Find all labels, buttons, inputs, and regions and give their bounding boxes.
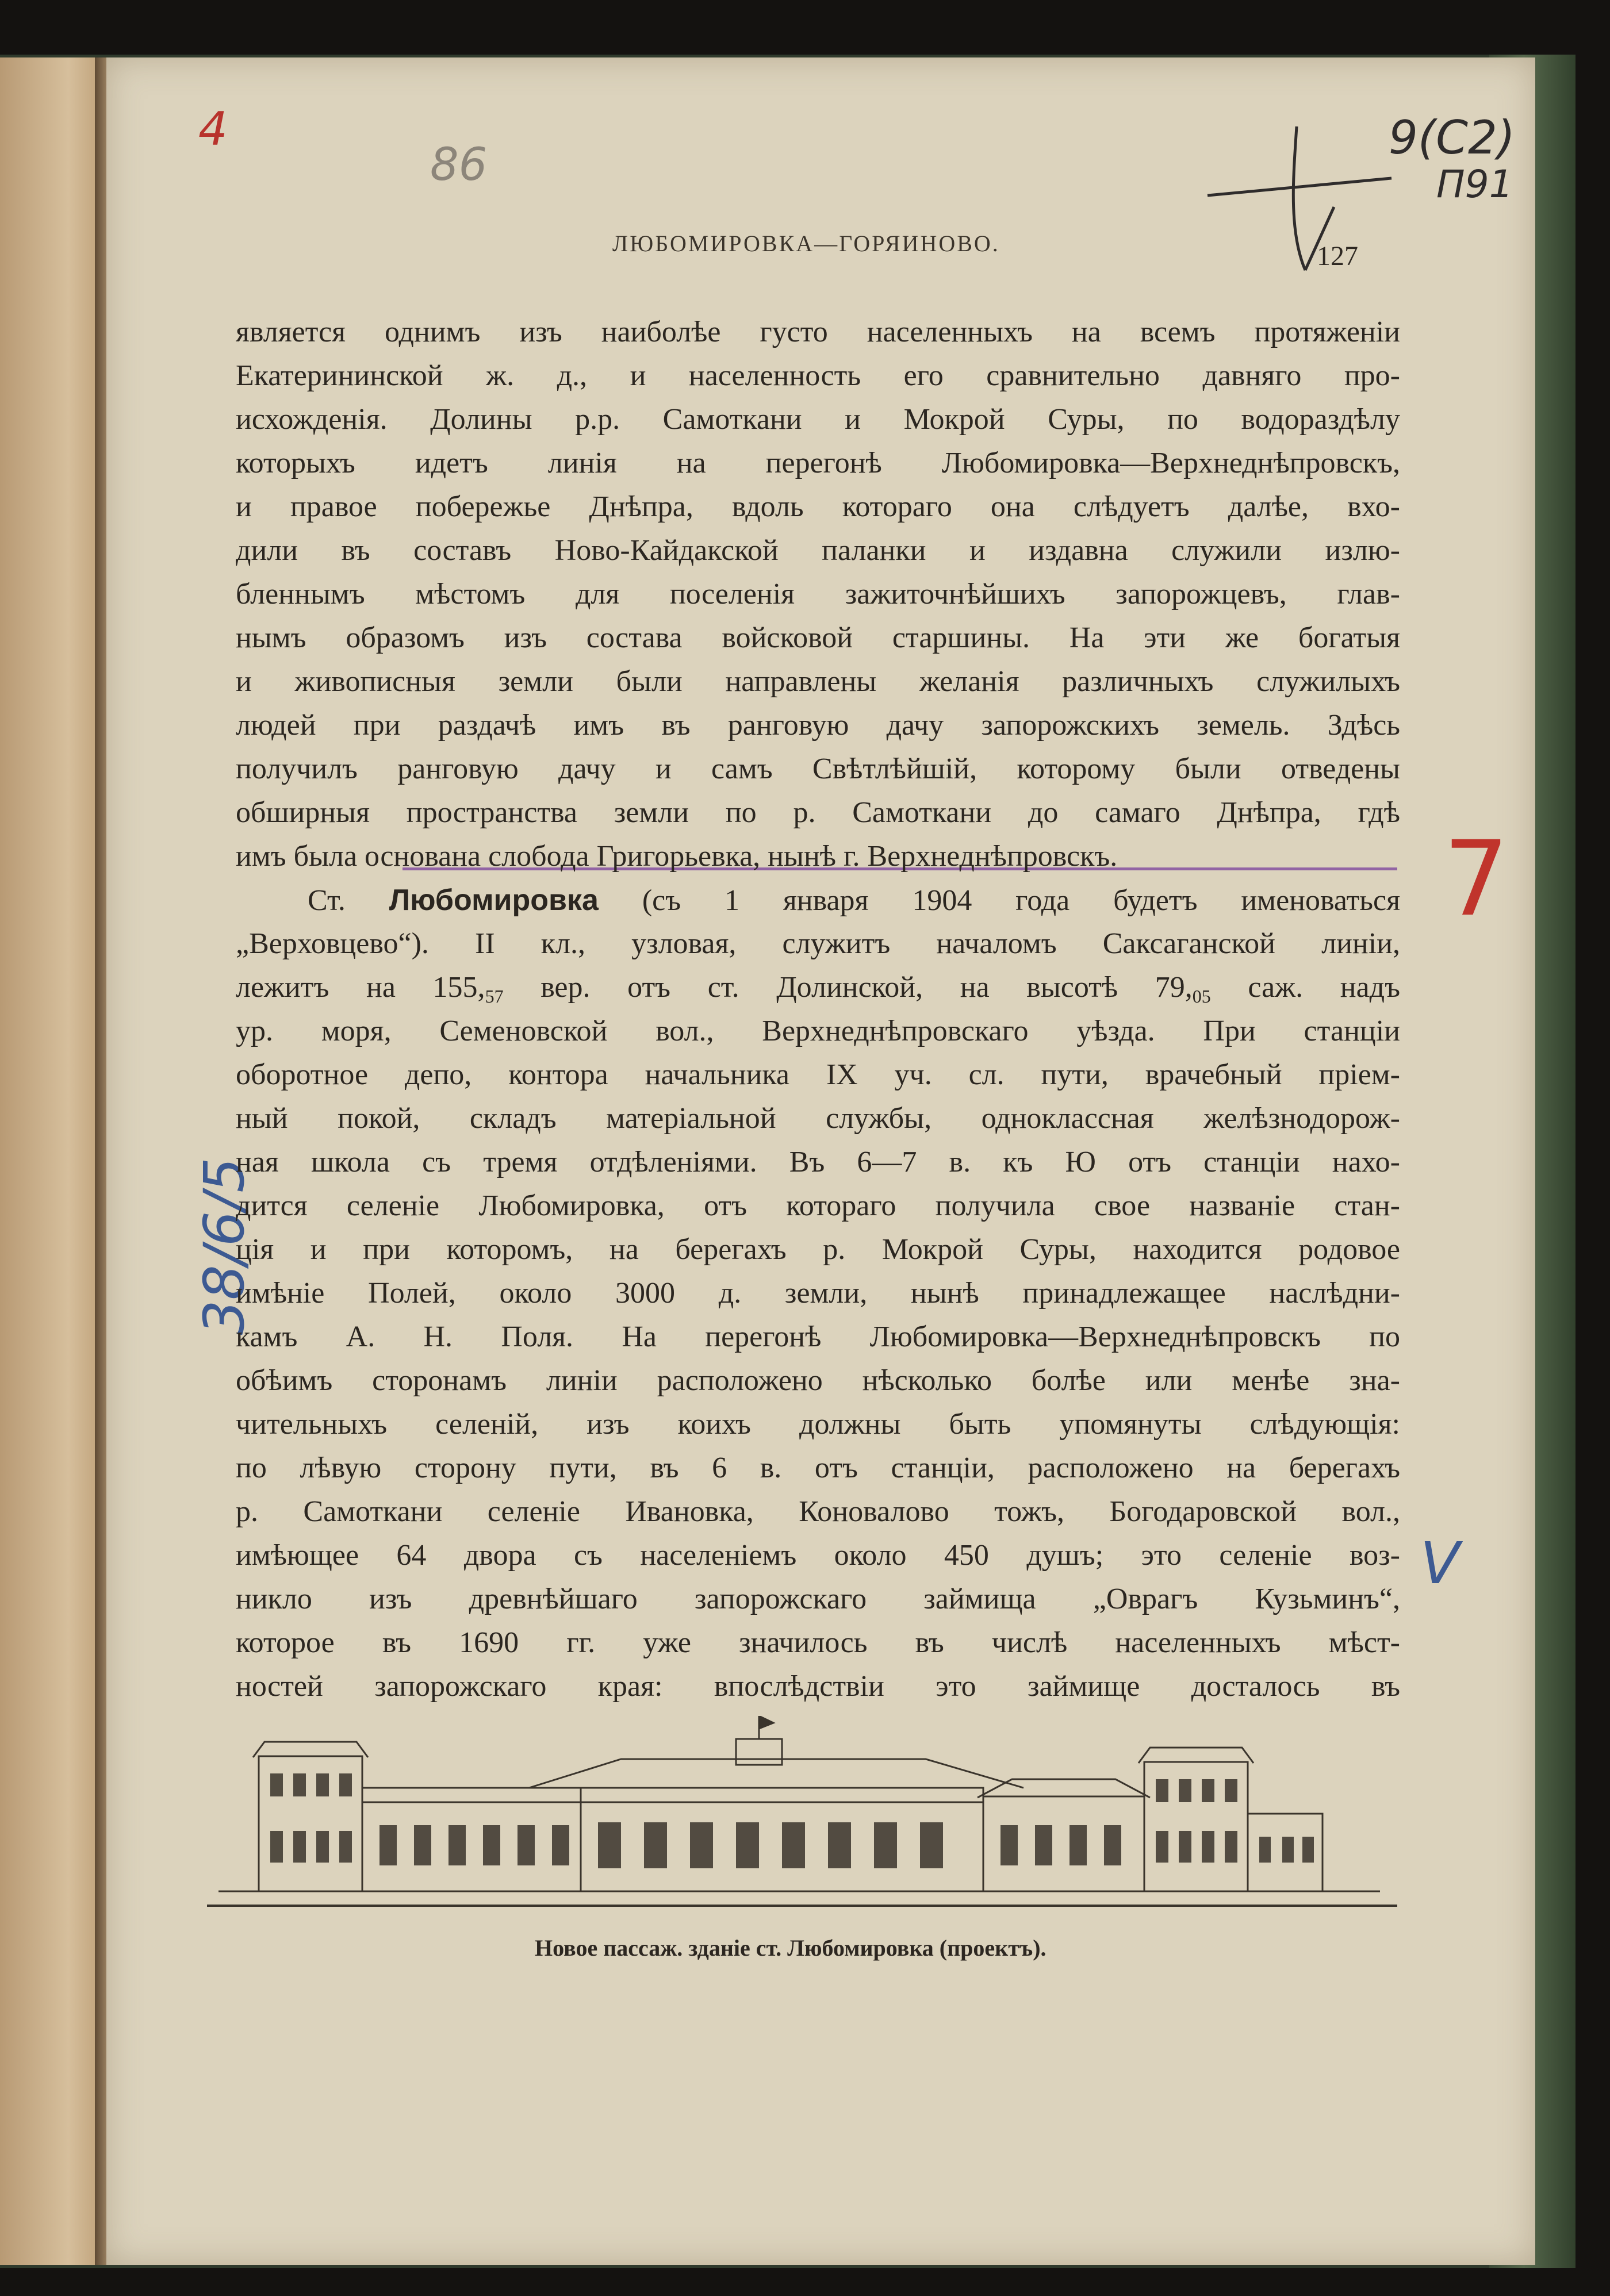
text-line: по лѣвую сторону пути, въ 6 в. отъ станціи, расположено на берегахъ bbox=[236, 1452, 1400, 1484]
paragraph-start-line bbox=[236, 878, 1400, 922]
text-line: Екатерининской ж. д., и населенность его сравнительно давняго про- bbox=[236, 359, 1400, 392]
text-segment: лежитъ на 155, bbox=[236, 971, 485, 1004]
annotation-left-margin-number: 38/6/5 bbox=[192, 1157, 256, 1335]
text-segment: (съ 1 января 1904 года будетъ именоваться bbox=[642, 884, 1400, 917]
subscript: 57 bbox=[485, 986, 504, 1007]
text-line: „Верховцево“). II кл., узловая, служитъ началомъ Саксаганской линіи, bbox=[236, 927, 1400, 960]
subscript: 05 bbox=[1192, 986, 1211, 1007]
station-building-illustration bbox=[207, 1716, 1397, 1914]
text-line: дили въ составъ Ново-Кайдакской паланки и издавна служили излю- bbox=[236, 534, 1400, 567]
text-line: имъ была основана слобода Григорьевка, нынѣ г. Верхнеднѣпровскъ. bbox=[236, 840, 1118, 873]
text-line-with-subscripts bbox=[236, 966, 1400, 1009]
text-line: ція и при которомъ, на берегахъ р. Мокрой Суры, находится родовое bbox=[236, 1233, 1400, 1266]
text-line: ур. моря, Семеновской вол., Верхнеднѣпровскаго уѣзда. При станціи bbox=[236, 1015, 1400, 1047]
text-line: обѣимъ сторонамъ линіи расположено нѣсколько болѣе или менѣе зна- bbox=[236, 1364, 1400, 1397]
text-line: камъ А. Н. Поля. На перегонѣ Любомировка—Верхнеднѣпровскъ по bbox=[236, 1320, 1400, 1353]
text-segment: вер. отъ ст. Долинской, на высотѣ 79, bbox=[540, 971, 1193, 1004]
left-page-edge bbox=[0, 57, 98, 2265]
annotation-red-number: 4 bbox=[198, 102, 228, 156]
illustration-caption: Новое пассаж. зданіе ст. Любомировка (проектъ). bbox=[535, 1935, 1046, 1961]
text-line: имѣніе Полей, около 3000 д. земли, нынѣ принадлежащее наслѣдни- bbox=[236, 1277, 1400, 1310]
annotation-cross-mark bbox=[1196, 115, 1403, 282]
text-line: ная школа съ тремя отдѣленіями. Въ 6—7 в. къ Ю отъ станціи нахо- bbox=[236, 1146, 1400, 1178]
text-segment: саж. надъ bbox=[1248, 971, 1400, 1004]
text-line: и живописныя земли были направлены желанія различныхъ служилыхъ bbox=[236, 665, 1400, 698]
body-text bbox=[236, 310, 1400, 1708]
text-line: получилъ ранговую дачу и самъ Свѣтлѣйшій, которому были отведены bbox=[236, 752, 1400, 785]
annotation-shelfmark-line1: 9(С2) bbox=[1389, 111, 1516, 164]
text-line: которыхъ идетъ линія на перегонѣ Любомировка—Верхнеднѣпровскъ, bbox=[236, 447, 1400, 479]
text-line: р. Самоткани селеніе Ивановка, Коновалово тожъ, Богодаровской вол., bbox=[236, 1495, 1400, 1528]
text-line: чительныхъ селеній, изъ коихъ должны быть упомянуты слѣдующія: bbox=[236, 1408, 1400, 1441]
annotation-pencil-number: 86 bbox=[430, 139, 488, 191]
text-line: оборотное депо, контора начальника IX уч. сл. пути, врачебный пріем- bbox=[236, 1058, 1400, 1091]
annotation-red-mark: 7 bbox=[1443, 819, 1509, 939]
text-line: имѣющее 64 двора съ населеніемъ около 450 душъ; это селеніе воз- bbox=[236, 1539, 1400, 1572]
text-line: является однимъ изъ наиболѣе густо населенныхъ на всемъ протяженіи bbox=[236, 316, 1400, 348]
text-line: людей при раздачѣ имъ въ ранговую дачу запорожскихъ земель. Здѣсь bbox=[236, 709, 1400, 742]
text-line: бленнымъ мѣстомъ для поселенія зажиточнѣйшихъ запорожцевъ, глав- bbox=[236, 578, 1400, 611]
text-line: ностей запорожскаго края: впослѣдствіи это займище досталось въ bbox=[236, 1670, 1400, 1703]
text-line: и правое побережье Днѣпра, вдоль котораго она слѣдуетъ далѣе, вхо- bbox=[236, 490, 1400, 523]
station-name: Любомировка bbox=[389, 884, 599, 917]
text-line: которое въ 1690 гг. уже значилось въ числѣ населенныхъ мѣст- bbox=[236, 1626, 1400, 1659]
annotation-blue-check: V bbox=[1420, 1530, 1460, 1597]
page-gutter bbox=[95, 57, 108, 2265]
text-line: исхожденія. Долины р.р. Самоткани и Мокрой Суры, по водораздѣлу bbox=[236, 403, 1400, 436]
text-line: ный покой, складъ матеріальной службы, одноклассная желѣзнодорож- bbox=[236, 1102, 1400, 1135]
station-prefix: Ст. bbox=[308, 884, 346, 917]
text-line: дится селеніе Любомировка, отъ котораго получила свое названіе стан- bbox=[236, 1189, 1400, 1222]
page-number: 127 bbox=[1317, 241, 1358, 271]
text-line: обширныя пространства земли по р. Самоткани до самаго Днѣпра, гдѣ bbox=[236, 796, 1400, 829]
text-line: никло изъ древнѣйшаго запорожскаго займища „Оврагъ Кузьминъ“, bbox=[236, 1583, 1400, 1615]
annotation-shelfmark-line2: П91 bbox=[1436, 162, 1513, 206]
text-line: нымъ образомъ изъ состава войсковой старшины. На эти же богатыя bbox=[236, 621, 1400, 654]
running-head: ЛЮБОМИРОВКА—ГОРЯИНОВО. bbox=[612, 231, 1000, 256]
